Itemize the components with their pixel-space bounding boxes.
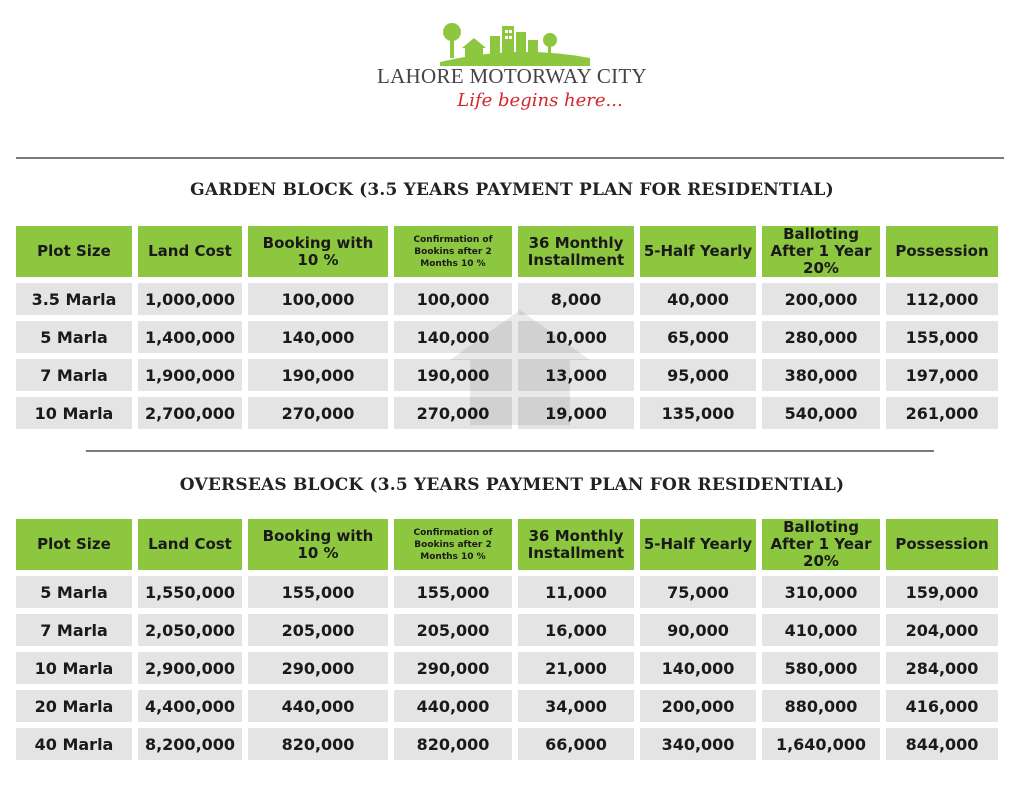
table-cell: 820,000 [248,728,388,760]
table-header-row [16,226,998,277]
table-cell: 40 Marla [16,728,132,760]
table-cell: 197,000 [886,359,998,391]
table-cell: 95,000 [640,359,756,391]
header-balloting: Balloting After 1 Year 20% [762,519,880,570]
overseas-block-table [10,513,1004,766]
table-cell: 1,000,000 [138,283,242,315]
middle-divider [86,450,934,452]
header-half-yearly: 5-Half Yearly [640,519,756,570]
table-row [16,614,998,646]
table-cell: 284,000 [886,652,998,684]
table-row [16,652,998,684]
table-header-row [16,519,998,570]
table-cell: 1,550,000 [138,576,242,608]
overseas-block-title: OVERSEAS BLOCK (3.5 YEARS PAYMENT PLAN FOR RESIDENTIAL) [179,475,845,495]
table-cell: 10 Marla [16,652,132,684]
header-balloting: Balloting After 1 Year 20% [762,226,880,277]
header-possession: Possession [886,226,998,277]
watermark-house-icon [440,300,600,430]
table-cell: 580,000 [762,652,880,684]
table-cell: 204,000 [886,614,998,646]
city-skyline-icon [430,18,600,66]
table-cell: 200,000 [640,690,756,722]
table-cell: 100,000 [394,283,512,315]
table-cell: 140,000 [640,652,756,684]
header-confirmation: Confirmation of Bookins after 2 Months 10 % [394,226,512,277]
table-cell: 16,000 [518,614,634,646]
table-cell: 205,000 [248,614,388,646]
brand-name: LAHORE MOTORWAY CITY [376,64,648,88]
logo [0,18,1024,128]
header-land-cost: Land Cost [138,226,242,277]
header-monthly-installment: 36 Monthly Installment [518,226,634,277]
table-cell: 10,000 [518,321,634,353]
table-cell: 135,000 [640,397,756,429]
table-cell: 261,000 [886,397,998,429]
garden-block-title: GARDEN BLOCK (3.5 YEARS PAYMENT PLAN FOR RESIDENTIAL) [190,180,834,200]
table-cell: 2,700,000 [138,397,242,429]
table-cell: 820,000 [394,728,512,760]
table-cell: 200,000 [762,283,880,315]
table-cell: 4,400,000 [138,690,242,722]
table-cell: 190,000 [248,359,388,391]
table-cell: 112,000 [886,283,998,315]
table-cell: 8,200,000 [138,728,242,760]
brand-tagline: Life begins here... [457,90,623,111]
table-cell: 540,000 [762,397,880,429]
table-cell: 140,000 [394,321,512,353]
table-cell: 75,000 [640,576,756,608]
table-cell: 7 Marla [16,614,132,646]
table-cell: 410,000 [762,614,880,646]
table-cell: 290,000 [248,652,388,684]
table-cell: 340,000 [640,728,756,760]
table-cell: 159,000 [886,576,998,608]
header-confirmation: Confirmation of Bookins after 2 Months 10 % [394,519,512,570]
table-cell: 190,000 [394,359,512,391]
header-plot-size: Plot Size [16,226,132,277]
table-cell: 8,000 [518,283,634,315]
table-row [16,690,998,722]
header-half-yearly: 5-Half Yearly [640,226,756,277]
table-cell: 155,000 [248,576,388,608]
table-cell: 100,000 [248,283,388,315]
table-row [16,576,998,608]
header-plot-size: Plot Size [16,519,132,570]
table-cell: 90,000 [640,614,756,646]
table-cell: 880,000 [762,690,880,722]
table-cell: 440,000 [394,690,512,722]
table-cell: 66,000 [518,728,634,760]
table-cell: 416,000 [886,690,998,722]
table-cell: 7 Marla [16,359,132,391]
table-cell: 380,000 [762,359,880,391]
table-cell: 40,000 [640,283,756,315]
table-row [16,728,998,760]
table-cell: 19,000 [518,397,634,429]
table-cell: 1,900,000 [138,359,242,391]
table-cell: 34,000 [518,690,634,722]
table-cell: 1,640,000 [762,728,880,760]
table-cell: 844,000 [886,728,998,760]
top-divider [16,157,1004,159]
header-monthly-installment: 36 Monthly Installment [518,519,634,570]
table-cell: 140,000 [248,321,388,353]
table-cell: 20 Marla [16,690,132,722]
table-cell: 10 Marla [16,397,132,429]
table-cell: 310,000 [762,576,880,608]
header-land-cost: Land Cost [138,519,242,570]
table-cell: 5 Marla [16,321,132,353]
table-cell: 270,000 [394,397,512,429]
table-cell: 1,400,000 [138,321,242,353]
table-cell: 11,000 [518,576,634,608]
table-cell: 155,000 [886,321,998,353]
table-cell: 270,000 [248,397,388,429]
table-cell: 2,050,000 [138,614,242,646]
header-possession: Possession [886,519,998,570]
table-cell: 21,000 [518,652,634,684]
table-cell: 65,000 [640,321,756,353]
table-cell: 155,000 [394,576,512,608]
table-cell: 3.5 Marla [16,283,132,315]
table-cell: 440,000 [248,690,388,722]
table-cell: 5 Marla [16,576,132,608]
table-cell: 205,000 [394,614,512,646]
table-cell: 13,000 [518,359,634,391]
table-cell: 2,900,000 [138,652,242,684]
table-cell: 290,000 [394,652,512,684]
header-booking: Booking with 10 % [248,226,388,277]
table-cell: 280,000 [762,321,880,353]
header-booking: Booking with 10 % [248,519,388,570]
